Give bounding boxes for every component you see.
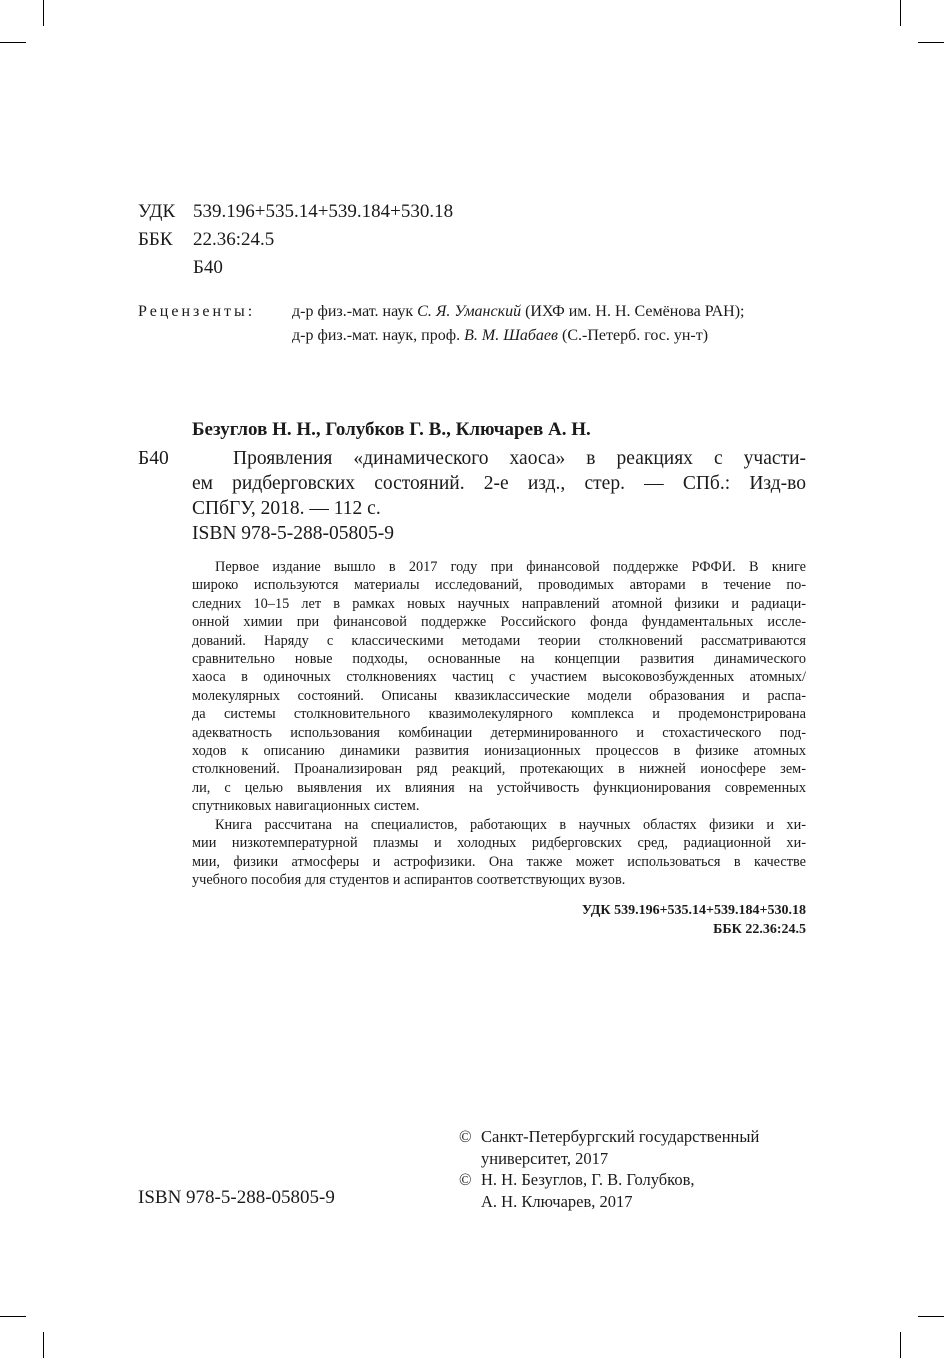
abstract — [192, 558, 806, 889]
abstract-line: спутниковых навигационных систем. — [192, 798, 420, 815]
udk-value: 539.196+535.14+539.184+530.18 — [193, 201, 454, 222]
bibliography-isbn: ISBN 978-5-288-05805-9 — [192, 523, 395, 544]
crop-mark — [900, 1332, 901, 1358]
crop-mark — [0, 42, 26, 43]
copyright-symbol: © — [459, 1127, 472, 1146]
abstract-bbk: ББК 22.36:24.5 — [713, 922, 806, 937]
author-mark-line — [138, 254, 453, 282]
bbk-line — [138, 226, 453, 254]
abstract-paragraph — [192, 816, 806, 890]
bbk-label: ББК — [138, 229, 173, 250]
abstract-line: мии, физики атмосферы и астрофизики. Она также может использоваться в качестве — [192, 853, 806, 870]
author-mark: Б40 — [193, 257, 223, 278]
reviewer-1: д-р физ.-мат. наук С. Я. Уманский (ИХФ им. Н. Н. Семёнова РАН); — [292, 303, 745, 320]
abstract-line: столкновений. Проанализирован ряд реакций, протекающих в нижней ионосфере зем- — [192, 761, 806, 778]
abstract-line: адекватность использования комбинации детерминированного и стохастического под- — [192, 724, 806, 741]
crop-mark — [900, 0, 901, 26]
bbk-value: 22.36:24.5 — [193, 229, 275, 250]
abstract-line: ходов к описанию динамики развития ионизационных процессов в физике атомных — [192, 743, 806, 760]
reviewers-list — [292, 300, 744, 348]
abstract-line: Первое издание вышло в 2017 году при финансовой поддержке РФФИ. В книге — [215, 559, 806, 575]
authors-line: Безуглов Н. Н., Голубков Г. В., Ключарев А. Н. — [192, 419, 591, 440]
crop-mark — [43, 1332, 44, 1358]
abstract-line: широко используются материалы исследований, проводимых авторами в течение по- — [192, 577, 806, 594]
abstract-udk: УДК 539.196+535.14+539.184+530.18 — [581, 903, 806, 918]
classification-block — [138, 198, 453, 282]
reviewer-1-name: С. Я. Уманский — [417, 303, 522, 320]
crop-mark — [918, 1316, 944, 1317]
abstract-line: Книга рассчитана на специалистов, работающих в научных областях физики и хи- — [215, 816, 806, 833]
abstract-line: ли, с целью выявления их влияния на устойчивость функционирования современных — [192, 779, 806, 796]
abstract-line: следних 10–15 лет в рамках новых научных направлений атомной физики и радиаци- — [192, 595, 806, 612]
copyright-symbol: © — [459, 1170, 472, 1189]
crop-mark — [43, 0, 44, 26]
title-line: СПбГУ, 2018. — 112 с. — [192, 498, 381, 519]
abstract-line: дований. Наряду с классическими методами теории столкновений рассматриваются — [192, 632, 806, 649]
udk-line — [138, 198, 453, 226]
bibliography-mark: Б40 — [138, 448, 169, 469]
abstract-classification — [192, 901, 806, 939]
abstract-line: онной химии при финансовой поддержке Российского фонда фундаментальных иссле- — [192, 614, 806, 631]
reviewer-2-name: В. М. Шабаев — [464, 327, 558, 344]
reviewer-2: д-р физ.-мат. наук, проф. В. М. Шабаев (С.-Петерб. гос. ун-т) — [292, 327, 709, 344]
crop-mark — [0, 1316, 26, 1317]
abstract-line: мии низкотемпературной плазмы и холодных ридберговских сред, радиационной хи- — [192, 835, 806, 852]
bibliography-description — [192, 446, 806, 546]
abstract-line: молекулярных состояний. Описаны квазиклассические модели образования и распа- — [192, 687, 806, 704]
abstract-line: да системы столкновительного квазимолекулярного комплекса и продемонстрирована — [192, 706, 806, 723]
copyright-authors: © Н. Н. Безуглов, Г. В. Голубков, А. Н. Ключарев, 2017 — [459, 1170, 695, 1211]
udk-label: УДК — [138, 201, 176, 222]
copyright-block — [459, 1126, 759, 1212]
abstract-line: сравнительно новые подходы, основанные на концепции развития динамического — [192, 651, 806, 668]
crop-mark — [918, 42, 944, 43]
abstract-paragraph — [192, 558, 806, 816]
reviewers-label: Рецензенты: — [138, 303, 256, 320]
copyright-university: © Санкт-Петербургский государственный университет, 2017 — [459, 1127, 760, 1168]
footer-isbn: ISBN 978-5-288-05805-9 — [138, 1187, 335, 1208]
title-line: ем ридберговских состояний. 2-е изд., стер. — СПб.: Изд-во — [192, 473, 806, 494]
title-line: Проявления «динамического хаоса» в реакциях с участи- — [233, 448, 806, 469]
abstract-line: хаоса в одиночных столкновениях частиц с участием высоковозбужденных атомных/ — [192, 669, 806, 686]
abstract-line: учебного пособия для студентов и аспирантов соответствующих вузов. — [192, 871, 626, 888]
